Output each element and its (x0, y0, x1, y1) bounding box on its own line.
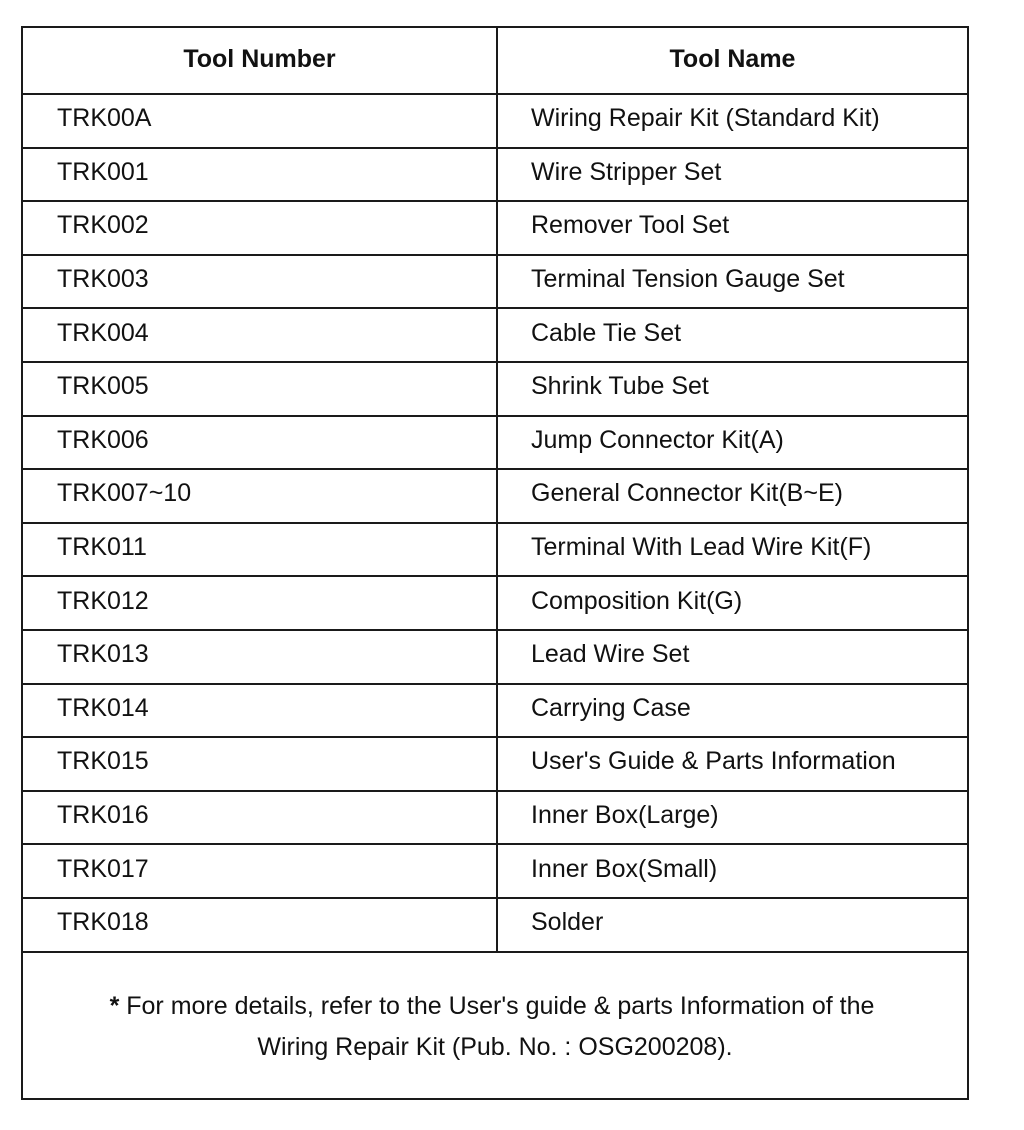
tool-number-cell: TRK018 (23, 898, 497, 952)
tool-name-cell: Wiring Repair Kit (Standard Kit) (497, 94, 967, 148)
table-body (23, 94, 967, 952)
table-row (23, 308, 967, 362)
table-row (23, 523, 967, 577)
table-row (23, 898, 967, 952)
header-tool-name: Tool Name (497, 28, 967, 94)
footnote (23, 986, 967, 1068)
table-row (23, 201, 967, 255)
tool-list-frame (21, 26, 969, 1100)
tool-number-cell: TRK001 (23, 148, 497, 202)
table-row (23, 148, 967, 202)
tool-number-cell: TRK014 (23, 684, 497, 738)
tool-name-cell: Inner Box(Small) (497, 844, 967, 898)
tool-name-cell: Terminal With Lead Wire Kit(F) (497, 523, 967, 577)
tool-name-cell: Carrying Case (497, 684, 967, 738)
tool-name-cell: Jump Connector Kit(A) (497, 416, 967, 470)
tool-number-cell: TRK011 (23, 523, 497, 577)
tool-number-cell: TRK002 (23, 201, 497, 255)
tool-name-cell: Remover Tool Set (497, 201, 967, 255)
footnote-text-1: For more details, refer to the User's guide & parts Information of the (126, 992, 875, 1020)
tool-number-cell: TRK016 (23, 791, 497, 845)
tool-name-cell: Lead Wire Set (497, 630, 967, 684)
header-row (23, 28, 967, 94)
tool-name-cell: User's Guide & Parts Information (497, 737, 967, 791)
table-row (23, 469, 967, 523)
tool-name-cell: Wire Stripper Set (497, 148, 967, 202)
tool-name-cell: Solder (497, 898, 967, 952)
table-row (23, 362, 967, 416)
tool-name-cell: General Connector Kit(B~E) (497, 469, 967, 523)
tool-number-cell: TRK017 (23, 844, 497, 898)
tool-name-cell: Cable Tie Set (497, 308, 967, 362)
table-row (23, 416, 967, 470)
table-row (23, 844, 967, 898)
tool-name-cell: Inner Box(Large) (497, 791, 967, 845)
table-row (23, 576, 967, 630)
tool-number-cell: TRK015 (23, 737, 497, 791)
table-row (23, 737, 967, 791)
tool-number-cell: TRK005 (23, 362, 497, 416)
header-tool-number: Tool Number (23, 28, 497, 94)
tool-name-cell: Composition Kit(G) (497, 576, 967, 630)
tool-table (23, 28, 967, 953)
tool-number-cell: TRK013 (23, 630, 497, 684)
table-row (23, 630, 967, 684)
asterisk-marker: * (109, 992, 120, 1020)
tool-number-cell: TRK00A (23, 94, 497, 148)
footnote-line-2: Wiring Repair Kit (Pub. No. : OSG200208). (257, 1033, 733, 1061)
table-header (23, 28, 967, 94)
table-row (23, 94, 967, 148)
tool-name-cell: Terminal Tension Gauge Set (497, 255, 967, 309)
tool-number-cell: TRK003 (23, 255, 497, 309)
tool-number-cell: TRK004 (23, 308, 497, 362)
table-row (23, 684, 967, 738)
table-row (23, 255, 967, 309)
tool-number-cell: TRK012 (23, 576, 497, 630)
footnote-line-1 (23, 986, 967, 1027)
tool-number-cell: TRK007~10 (23, 469, 497, 523)
tool-number-cell: TRK006 (23, 416, 497, 470)
tool-name-cell: Shrink Tube Set (497, 362, 967, 416)
table-row (23, 791, 967, 845)
